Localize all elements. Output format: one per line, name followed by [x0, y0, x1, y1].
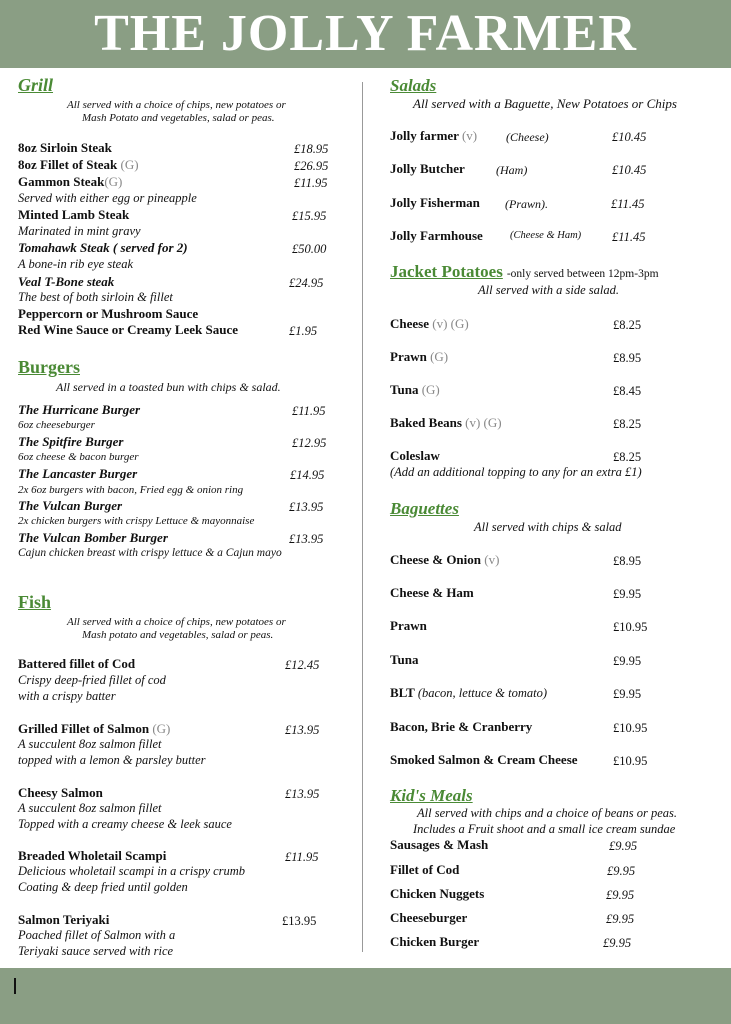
item-description: A bone-in rib eye steak	[18, 257, 134, 271]
item-description: Cajun chicken breast with crispy lettuce & a Cajun mayo	[18, 547, 282, 559]
fish-heading: Fish	[18, 592, 52, 612]
menu-item: Jolly farmer (v)	[390, 128, 478, 143]
menu-item: BLT (bacon, lettuce & tomato)	[390, 685, 547, 700]
item-description: 6oz cheeseburger	[18, 419, 95, 431]
burgers-note: All served in a toasted bun with chips & salad.	[56, 380, 281, 394]
price: £10.95	[613, 721, 648, 735]
price: £11.45	[611, 197, 645, 211]
gluten-free-tag: (G)	[120, 157, 139, 172]
kids-heading: Kid's Meals	[390, 786, 473, 805]
jacket-times-note: -only served between 12pm-3pm	[506, 268, 659, 280]
menu-item: Jolly Fisherman	[390, 195, 480, 210]
grill-note: All served with a choice of chips, new potatoes or	[67, 99, 286, 111]
price: £24.95	[289, 276, 324, 290]
menu-item: Peppercorn or Mushroom Sauce	[18, 306, 199, 321]
item-description: Served with either egg or pineapple	[18, 191, 197, 205]
price: £11.95	[285, 850, 319, 864]
price: £13.95	[285, 787, 320, 801]
price: £9.95	[603, 936, 632, 950]
item-description: The best of both sirloin & fillet	[18, 290, 173, 304]
menu-item: Cheese (v) (G)	[390, 316, 469, 331]
menu-item: Grilled Fillet of Salmon (G)	[18, 721, 171, 736]
menu-item: Tomahawk Steak ( served for 2)	[18, 240, 188, 255]
kids-note: Includes a Fruit shoot and a small ice cream sundae	[413, 822, 676, 836]
salads-heading: Salads	[390, 76, 437, 95]
menu-item: 8oz Fillet of Steak (G)	[18, 157, 139, 172]
menu-item: Tuna (G)	[390, 382, 440, 397]
footer-band	[0, 968, 731, 1024]
menu-item: Jolly Butcher	[390, 161, 465, 176]
salads-note: All served with a Baguette, New Potatoes or Chips	[413, 96, 677, 111]
menu-item: Cheese & Ham	[390, 585, 474, 600]
item-description: Topped with a creamy cheese & leek sauce	[18, 817, 232, 831]
menu-item: 8oz Sirloin Steak	[18, 140, 112, 155]
price: £8.45	[613, 384, 642, 398]
item-filling: (Ham)	[496, 163, 528, 177]
price: £8.25	[613, 318, 642, 332]
header-banner	[0, 0, 731, 68]
item-filling: (Prawn).	[505, 197, 548, 211]
diet-tags: (v) (G)	[465, 415, 502, 430]
price: £12.95	[292, 436, 327, 450]
price: £9.95	[613, 687, 642, 701]
menu-item: The Vulcan Burger	[18, 498, 123, 513]
price: £13.95	[289, 532, 324, 546]
grill-heading: Grill	[18, 75, 54, 95]
fish-note: Mash potato and vegetables, salad or peas.	[82, 629, 274, 641]
item-description: Delicious wholetail scampi in a crispy crumb	[18, 864, 246, 878]
item-description: 2x 6oz burgers with bacon, Fried egg & onion ring	[18, 484, 244, 496]
menu-item: Bacon, Brie & Cranberry	[390, 719, 533, 734]
menu-item: Red Wine Sauce or Creamy Leek Sauce	[18, 322, 239, 337]
page-title: THE JOLLY FARMER	[94, 5, 637, 62]
fish-note: All served with a choice of chips, new potatoes or	[67, 616, 286, 628]
menu-item: Baked Beans (v) (G)	[390, 415, 502, 430]
price: £1.95	[289, 324, 318, 338]
item-filling: (Cheese)	[506, 130, 549, 144]
gluten-free-tag: (G)	[152, 721, 171, 736]
kids-note: All served with chips and a choice of beans or peas.	[417, 806, 678, 820]
item-filling: (bacon, lettuce & tomato)	[417, 686, 547, 700]
grill-note: Mash Potato and vegetables, salad or peas.	[82, 112, 275, 124]
price: £10.95	[613, 620, 648, 634]
price: £9.95	[613, 654, 642, 668]
item-description: 6oz cheese & bacon burger	[18, 451, 139, 463]
menu-item: Cheesy Salmon	[18, 785, 103, 800]
menu-item: Salmon Teriyaki	[18, 912, 110, 927]
column-divider	[362, 82, 363, 952]
gluten-free-tag: (G)	[430, 349, 449, 364]
price: £8.25	[613, 450, 642, 464]
menu-item: Cheese & Onion (v)	[390, 552, 500, 567]
item-description: A succulent 8oz salmon fillet	[18, 801, 162, 815]
menu-item: The Vulcan Bomber Burger	[18, 530, 168, 545]
price: £18.95	[294, 142, 329, 156]
vegetarian-tag: (v)	[484, 552, 500, 567]
price: £13.95	[289, 500, 324, 514]
price: £10.45	[612, 130, 647, 144]
menu-item: Gammon Steak(G)	[18, 174, 123, 189]
topping-note: (Add an additional topping to any for an extra £1)	[390, 465, 642, 479]
item-description: topped with a lemon & parsley butter	[18, 753, 206, 767]
gluten-free-tag: (G)	[421, 382, 440, 397]
menu-item: Breaded Wholetail Scampi	[18, 848, 167, 863]
price: £50.00	[292, 242, 327, 256]
price: £11.45	[612, 230, 646, 244]
menu-item: Veal T-Bone steak	[18, 274, 115, 289]
item-description: A succulent 8oz salmon fillet	[18, 737, 162, 751]
price: £9.95	[613, 587, 642, 601]
menu-item: The Lancaster Burger	[18, 466, 138, 481]
price: £8.25	[613, 417, 642, 431]
item-description: Coating & deep fried until golden	[18, 880, 188, 894]
price: £8.95	[613, 554, 642, 568]
price: £13.95	[285, 723, 320, 737]
price: £8.95	[613, 351, 642, 365]
menu-item: Fillet of Cod	[390, 862, 460, 877]
text-cursor	[14, 978, 16, 994]
menu-item: Chicken Burger	[390, 934, 480, 949]
item-description: Crispy deep-fried fillet of cod	[18, 673, 166, 687]
menu-item: Battered fillet of Cod	[18, 656, 136, 671]
menu-item: Tuna	[390, 652, 419, 667]
menu-item: Jolly Farmhouse	[390, 228, 483, 243]
price: £11.95	[292, 404, 326, 418]
price: £11.95	[294, 176, 328, 190]
baguettes-note: All served with chips & salad	[474, 520, 622, 534]
menu-item: Prawn	[390, 618, 427, 633]
menu-item: The Hurricane Burger	[18, 402, 141, 417]
menu-item: Cheeseburger	[390, 910, 468, 925]
menu-item: The Spitfire Burger	[18, 434, 124, 449]
price: £9.95	[606, 888, 635, 902]
jacket-heading: Jacket Potatoes	[390, 262, 503, 281]
price: £9.95	[607, 864, 636, 878]
menu-item: Smoked Salmon & Cream Cheese	[390, 752, 578, 767]
price: £26.95	[294, 159, 329, 173]
price: £10.45	[612, 163, 647, 177]
item-description: Teriyaki sauce served with rice	[18, 944, 174, 958]
menu-item: Sausages & Mash	[390, 837, 489, 852]
gluten-free-tag: (G)	[104, 174, 123, 189]
item-description: 2x chicken burgers with crispy Lettuce & mayonnaise	[18, 515, 255, 527]
burgers-heading: Burgers	[18, 357, 80, 377]
vegetarian-tag: (v)	[461, 128, 478, 143]
price: £12.45	[285, 658, 320, 672]
menu-item: Prawn (G)	[390, 349, 449, 364]
price: £15.95	[292, 209, 327, 223]
jacket-heading-row	[390, 262, 659, 282]
price: £9.95	[606, 912, 635, 926]
price: £9.95	[609, 839, 638, 853]
item-description: Marinated in mint gravy	[18, 224, 141, 238]
jacket-note: All served with a side salad.	[478, 283, 619, 297]
price: £10.95	[613, 754, 648, 768]
item-description: with a crispy batter	[18, 689, 116, 703]
price: £14.95	[290, 468, 325, 482]
menu-item: Chicken Nuggets	[390, 886, 485, 901]
diet-tags: (v) (G)	[432, 316, 469, 331]
menu-item: Minted Lamb Steak	[18, 207, 130, 222]
menu-item: Coleslaw	[390, 448, 440, 463]
price: £13.95	[282, 914, 317, 928]
baguettes-heading: Baguettes	[390, 499, 459, 518]
item-description: Poached fillet of Salmon with a	[18, 928, 176, 942]
item-filling: (Cheese & Ham)	[510, 230, 582, 241]
